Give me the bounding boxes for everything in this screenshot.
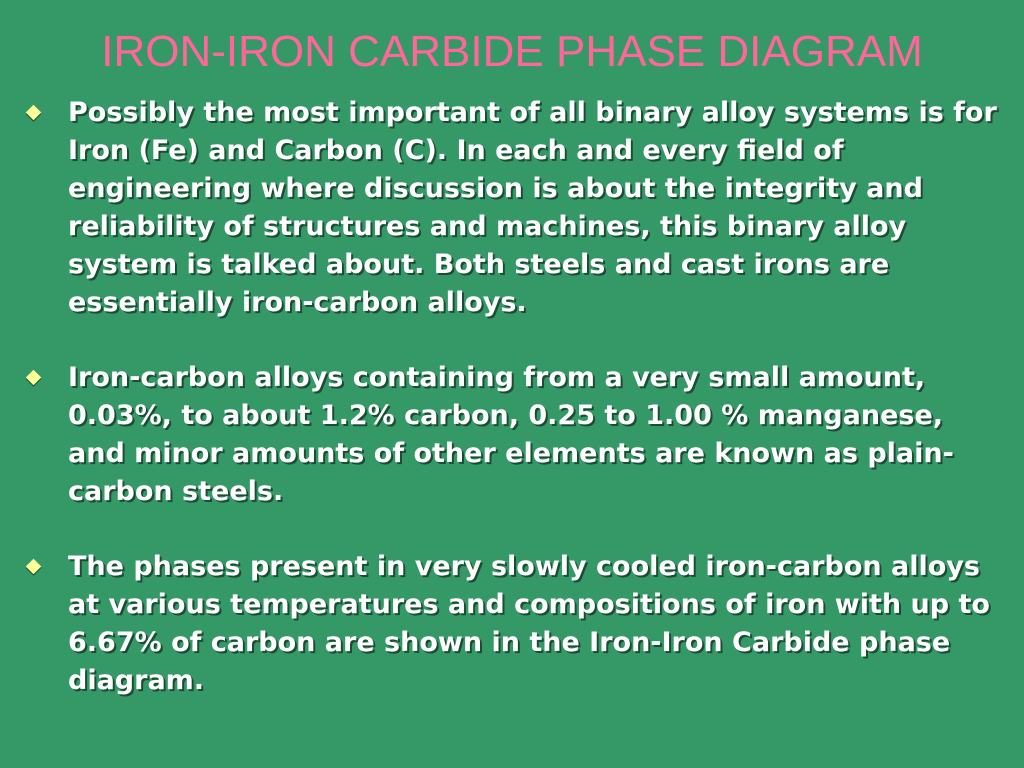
- slide-title: IRON-IRON CARBIDE PHASE DIAGRAM: [101, 27, 923, 76]
- diamond-bullet-icon: [26, 370, 42, 386]
- diamond-bullet-icon: [26, 559, 42, 575]
- bullet-item: [28, 359, 1008, 511]
- bullet-item: [28, 94, 1008, 322]
- bullet-text: Iron-carbon alloys containing from a very small amount, 0.03%, to about 1.2% carbon, 0.25 to 1.00 % manganese, and minor amounts of other elements are known as plain-carbon steels.: [68, 362, 954, 507]
- bullet-item: [28, 548, 1008, 700]
- bullet-text: The phases present in very slowly cooled iron-carbon alloys at various temperatures and compositions of iron with up to 6.67% of carbon are shown in the Iron-Iron Carbide phase diagram.: [68, 551, 990, 696]
- diamond-bullet-icon: [26, 105, 42, 121]
- bullet-list: [28, 94, 1008, 700]
- bullet-text: Possibly the most important of all binary alloy systems is for Iron (Fe) and Carbon (C). In each and every field of engineering where discussion is about the integrity and reliability of structures and machines, this binary alloy system is talked about. Both steels and cast irons are essentially iron-carbon alloys.: [68, 97, 997, 318]
